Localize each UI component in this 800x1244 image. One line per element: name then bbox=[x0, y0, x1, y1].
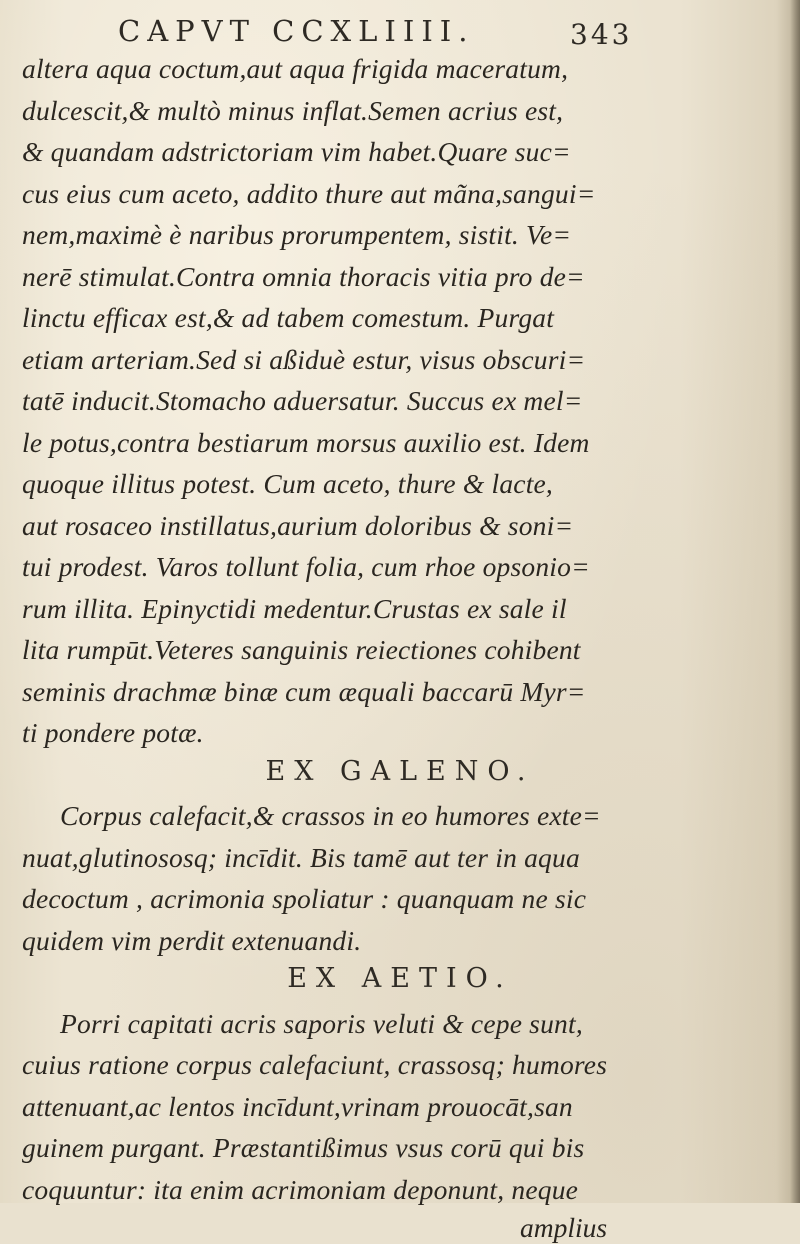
text-line: tui prodest. Varos tollunt folia, cum rhoe opsonio= bbox=[22, 551, 590, 582]
text-line: linctu efficax est,& ad tabem comestum. Purgat bbox=[22, 302, 555, 333]
section-heading-aetio: EX AETIO. bbox=[287, 963, 513, 994]
running-title: CAPVT CCXLIIII. bbox=[118, 14, 475, 48]
section-heading-galeno: EX GALENO. bbox=[265, 756, 535, 787]
text-line: lita rumpūt.Veteres sanguinis reiectiones cohibent bbox=[22, 634, 581, 665]
page-number: 343 bbox=[570, 18, 633, 51]
text-line: aut rosaceo instillatus,aurium doloribus & soni= bbox=[22, 510, 574, 541]
text-line: quoque illitus potest. Cum aceto, thure & lacte, bbox=[22, 468, 554, 499]
text-line: dulcescit,& multò minus inflat.Semen acrius est, bbox=[22, 95, 564, 126]
text-line: le potus,contra bestiarum morsus auxilio est. Idem bbox=[22, 427, 590, 458]
text-line: & quandam adstrictoriam vim habet.Quare suc= bbox=[22, 136, 571, 167]
text-line: cus eius cum aceto, addito thure aut mãna,sangui= bbox=[22, 178, 596, 209]
text-line: Porri capitati acris saporis veluti & cepe sunt, bbox=[60, 1008, 583, 1039]
text-line: ti pondere potæ. bbox=[22, 717, 204, 748]
text-line: etiam arteriam.Sed si aßiduè estur, visus obscuri= bbox=[22, 344, 586, 375]
text-line: tatē inducit.Stomacho aduersatur. Succus ex mel= bbox=[22, 385, 583, 416]
text-line: rum illita. Epinyctidi medentur.Crustas ex sale il bbox=[22, 593, 567, 624]
text-line: nuat,glutinososq; incīdit. Bis tamē aut ter in aqua bbox=[22, 842, 580, 873]
text-line: guinem purgant. Præstantißimus vsus corū qui bis bbox=[22, 1132, 585, 1163]
text-line: cuius ratione corpus calefaciunt, crassosq; humores bbox=[22, 1049, 608, 1080]
text-line: Corpus calefacit,& crassos in eo humores exte= bbox=[60, 800, 601, 831]
text-line: altera aqua coctum,aut aqua frigida maceratum, bbox=[22, 53, 569, 84]
text-line: seminis drachmæ binæ cum æquali baccarū Myr= bbox=[22, 676, 586, 707]
catchword: amplius bbox=[520, 1212, 608, 1243]
text-line: coquuntur: ita enim acrimoniam deponunt, neque bbox=[22, 1174, 579, 1205]
text-line: quidem vim perdit extenuandi. bbox=[22, 925, 362, 956]
text-line: nerē stimulat.Contra omnia thoracis vitia pro de= bbox=[22, 261, 585, 292]
text-line: decoctum , acrimonia spoliatur : quanquam ne sic bbox=[22, 883, 587, 914]
text-line: nem,maximè è naribus prorumpentem, sistit. Ve= bbox=[22, 219, 572, 250]
text-line: attenuant,ac lentos incīdunt,vrinam prouocāt,san bbox=[22, 1091, 573, 1122]
